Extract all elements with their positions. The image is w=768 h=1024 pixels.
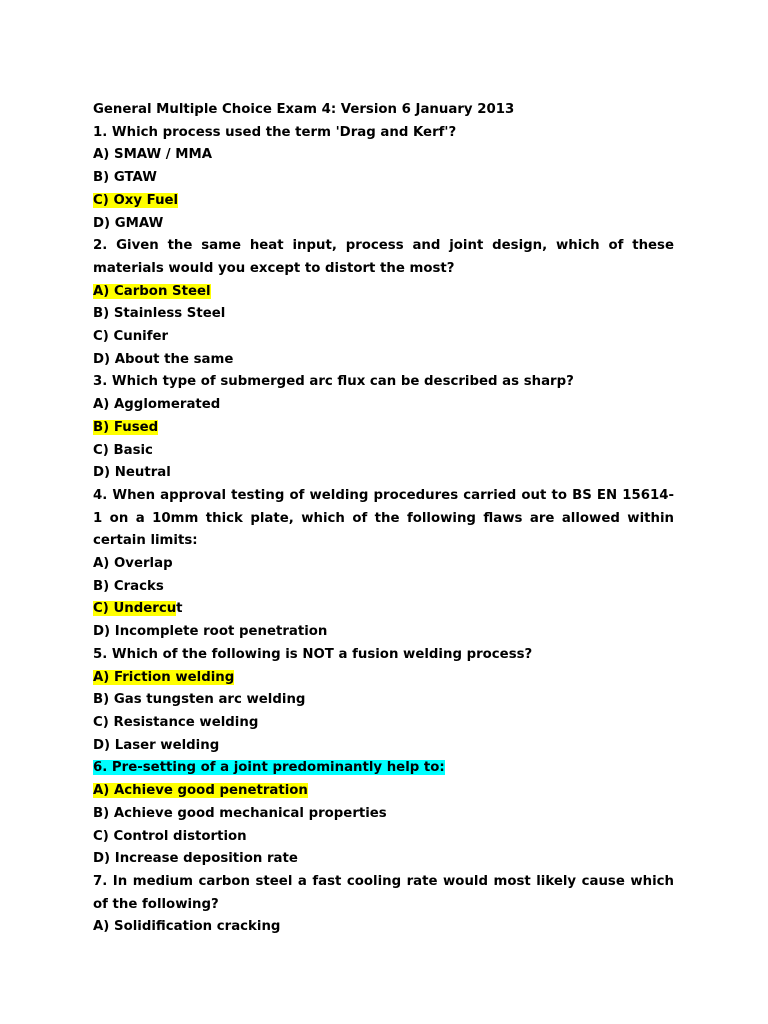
question-6 xyxy=(93,757,674,780)
q3-option-c: C) Basic xyxy=(93,442,153,458)
document-title: General Multiple Choice Exam 4: Version 6 January 2013 xyxy=(93,102,515,117)
q4-option-c-rest: t xyxy=(176,601,183,617)
question-4: 4. When approval testing of welding procedures carried out to BS EN 15614-1 on a 10mm thick plate, which of the following flaws are allowed within certain limits: xyxy=(93,487,674,549)
question-3: 3. Which type of submerged arc flux can be described as sharp? xyxy=(93,374,574,390)
q4-answer-highlight: C) Undercu xyxy=(93,601,177,617)
q5-option-a xyxy=(93,667,674,690)
q4-option-b: B) Cracks xyxy=(93,578,164,594)
q1-option-b: B) GTAW xyxy=(93,170,157,186)
q2-answer-highlight: A) Carbon Steel xyxy=(93,283,211,299)
q6-option-a xyxy=(93,780,674,803)
q5-option-d: D) Laser welding xyxy=(93,737,220,753)
q2-option-d: D) About the same xyxy=(93,351,234,367)
q3-option-b xyxy=(93,417,674,440)
q1-option-a: A) SMAW / MMA xyxy=(93,147,213,163)
q2-option-b: B) Stainless Steel xyxy=(93,306,226,322)
document-page xyxy=(93,99,674,939)
q4-option-d: D) Incomplete root penetration xyxy=(93,624,328,640)
q2-option-c: C) Cunifer xyxy=(93,329,169,345)
q6-option-b: B) Achieve good mechanical properties xyxy=(93,805,387,821)
q3-option-a: A) Agglomerated xyxy=(93,397,221,413)
q2-option-a xyxy=(93,281,674,304)
question-5: 5. Which of the following is NOT a fusion welding process? xyxy=(93,646,533,662)
q6-answer-highlight: A) Achieve good penetration xyxy=(93,783,308,799)
q3-answer-highlight: B) Fused xyxy=(93,419,159,435)
q4-option-c xyxy=(93,598,674,621)
q1-option-d: D) GMAW xyxy=(93,215,164,231)
q6-question-highlight: 6. Pre-setting of a joint predominantly help to: xyxy=(93,760,445,776)
q1-answer-highlight: C) Oxy Fuel xyxy=(93,192,179,208)
q3-option-d: D) Neutral xyxy=(93,465,171,481)
question-1: 1. Which process used the term 'Drag and Kerf'? xyxy=(93,124,457,140)
q1-option-c xyxy=(93,190,674,213)
q5-option-b: B) Gas tungsten arc welding xyxy=(93,692,306,708)
q7-option-a: A) Solidification cracking xyxy=(93,919,281,935)
q5-answer-highlight: A) Friction welding xyxy=(93,669,235,685)
q6-option-c: C) Control distortion xyxy=(93,828,247,844)
question-7: 7. In medium carbon steel a fast cooling rate would most likely cause which of the following? xyxy=(93,873,674,912)
q5-option-c: C) Resistance welding xyxy=(93,714,259,730)
question-2: 2. Given the same heat input, process and joint design, which of these materials would you except to distort the most? xyxy=(93,238,674,276)
q6-option-d: D) Increase deposition rate xyxy=(93,851,298,867)
q4-option-a: A) Overlap xyxy=(93,556,173,572)
